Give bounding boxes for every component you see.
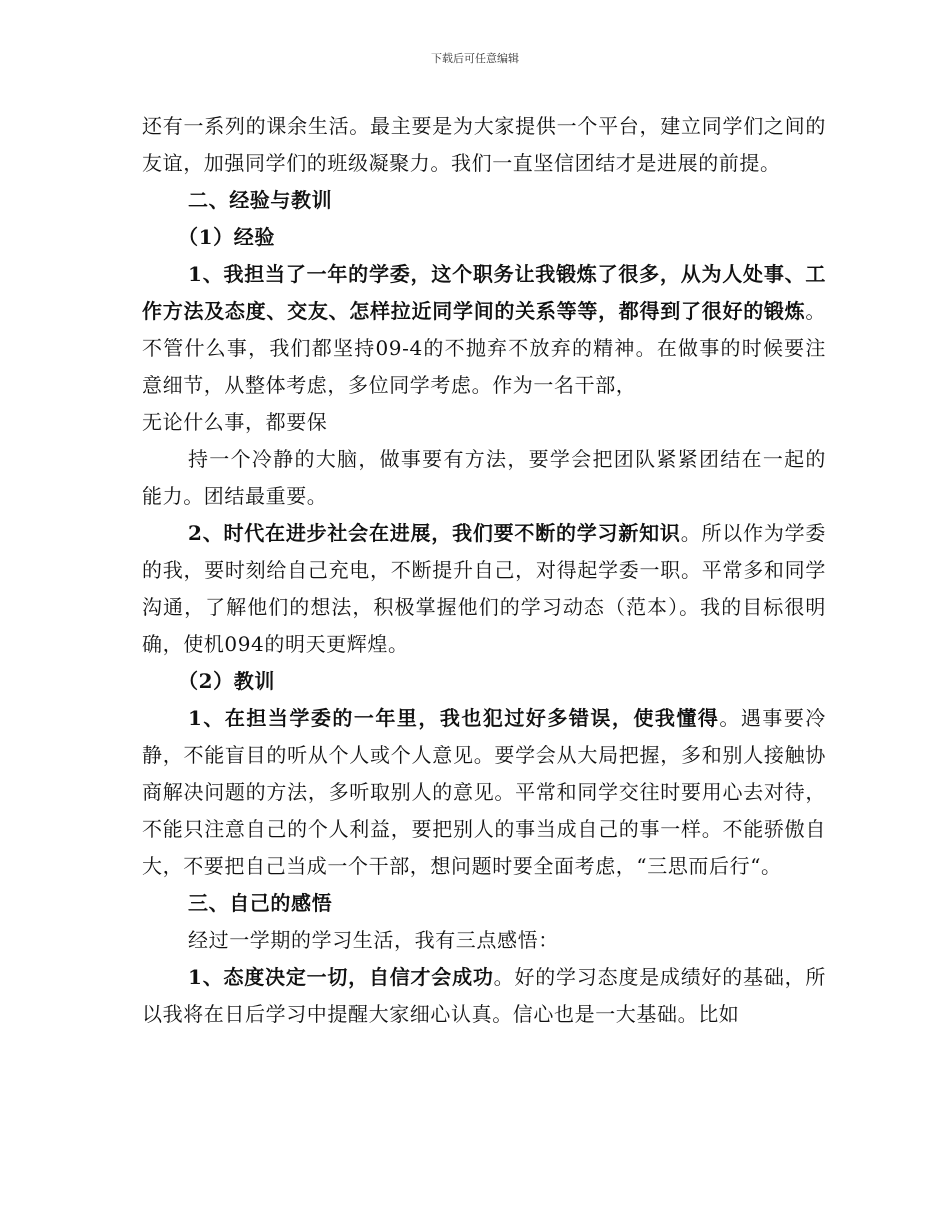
paragraph-lessons-1-lead: 1、在担当学委的一年里，我也犯过好多错误，使我懂得 (188, 706, 720, 730)
page-header: 下载后可任意编辑 (431, 52, 519, 65)
paragraph-reflections-1 (142, 959, 826, 1033)
paragraph-experience-1-lead: 1、我担当了一年的学委，这个职务让我锻炼了很多，从为人处事、工作方法及态度、交友、怎样拉近同学间的关系等等，都得到了很好的锻炼 (142, 262, 826, 323)
paragraph-experience-2 (142, 515, 826, 663)
paragraph-experience-2-body: 。所以作为学委的我，要时刻给自己充电，不断提升自己，对得起学委一职。平常多和同学沟通，了解他们的想法，积极掌握他们的学习动态（范本）。我的目标很明确，使机094的明天更辉煌。 (142, 521, 826, 656)
document-body (142, 108, 826, 1033)
subheading-experience: （1）经验 (178, 225, 275, 249)
subheading-lessons: （2）教训 (178, 669, 275, 693)
paragraph-experience-1-tail: 无论什么事，都要保 (142, 410, 328, 434)
paragraph-experience-1-continued: 持一个冷静的大脑，做事要有方法，要学会把团队紧紧团结在一起的能力。团结最重要。 (142, 447, 826, 508)
paragraph-reflections-1-body: 。好的学习态度是成绩好的基础，所以我将在日后学习中提醒大家细心认真。信心也是一大基础。比如 (142, 965, 826, 1026)
heading-reflections: 三、自己的感悟 (188, 891, 333, 915)
paragraph-experience-2-lead: 2、时代在进步社会在进展，我们要不断的学习新知识 (188, 521, 681, 545)
paragraph-reflections-intro: 经过一学期的学习生活，我有三点感悟： (188, 928, 559, 952)
paragraph-intro: 还有一系列的课余生活。最主要是为大家提供一个平台，建立同学们之间的友谊，加强同学们的班级凝聚力。我们一直坚信团结才是进展的前提。 (142, 114, 826, 175)
paragraph-lessons-1-body: 。遇事要冷静，不能盲目的听从个人或个人意见。要学会从大局把握，多和别人接触协商解决问题的方法，多听取别人的意见。平常和同学交往时要用心去对待，不能只注意自己的个人利益，要把别人的事当成自己的事一样。不能骄傲自大，不要把自己当成一个干部，想问题时要全面考虑，“三思而后行“。 (142, 706, 827, 878)
paragraph-experience-1 (142, 256, 826, 404)
paragraph-reflections-1-lead: 1、态度决定一切，自信才会成功 (188, 965, 494, 989)
heading-experience-lessons: 二、经验与教训 (188, 188, 333, 212)
paragraph-experience-1-body: 。不管什么事，我们都坚持09-4的不抛弃不放弃的精神。在做事的时候要注意细节，从整体考虑，多位同学考虑。作为一名干部， (142, 299, 826, 397)
paragraph-lessons-1 (142, 700, 826, 885)
